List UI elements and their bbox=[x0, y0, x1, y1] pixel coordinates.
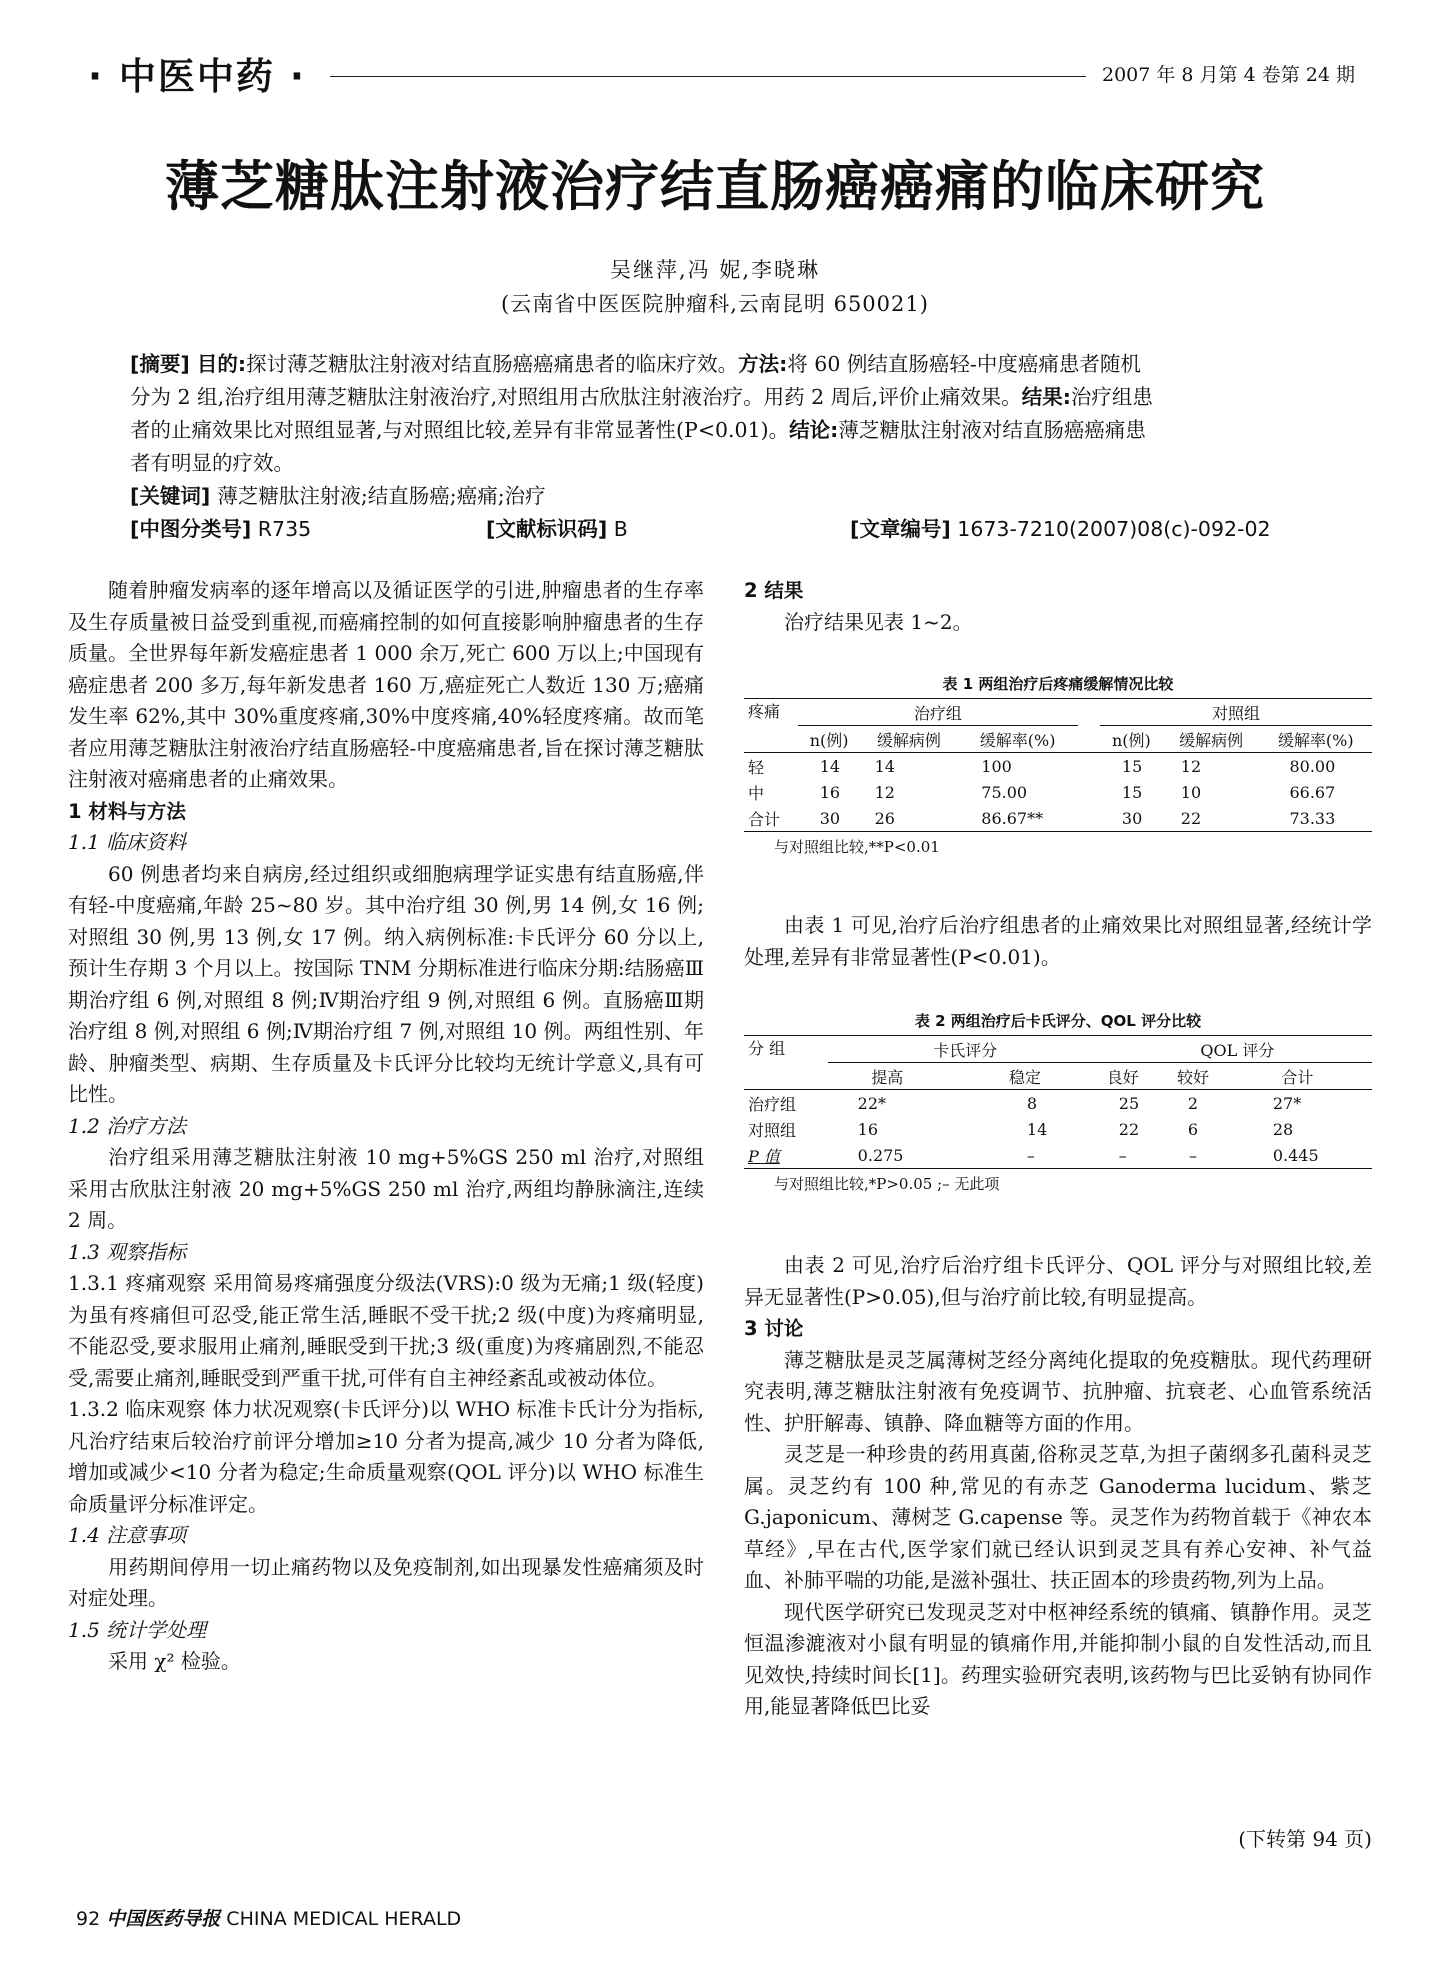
table-1-header-treatment: 治疗组 bbox=[798, 699, 1078, 726]
section-heading: 3 讨论 bbox=[744, 1317, 804, 1340]
table-cell: 73.33 bbox=[1289, 808, 1336, 828]
abstract-line: 者的止痛效果比对照组显著,与对照组比较,差异有非常显著性(P<0.01)。结论:薄芝糖肽注射液对结直肠癌癌痛患 bbox=[130, 418, 1146, 442]
table-row bbox=[744, 1116, 1372, 1142]
body-paragraph: 随着肿瘤发病率的逐年增高以及循证医学的引进,肿瘤患者的生存率及生存质量被日益受到重视,而癌痛控制的如何直接影响肿瘤患者的生存质量。全世界每年新发癌症患者 1 000 余万,死亡 600 万以上;中国现有癌症患者 200 多万,每年新发患者 160 万,癌症死亡人数近 130 万;癌痛发生率 62%,其中 30%重度疼痛,30%中度疼痛,40%轻度疼痛。故而笔者应用薄芝糖肽注射液治疗结直肠癌轻-中度癌痛患者,旨在探讨薄芝糖肽注射液对癌痛患者的止痛效果。 bbox=[68, 578, 704, 791]
abstract-line: 者有明显的疗效。 bbox=[130, 451, 294, 475]
table-cell: – bbox=[1026, 1145, 1035, 1165]
footer bbox=[76, 1904, 461, 1934]
table-2-header-qol: QOL 评分 bbox=[1103, 1036, 1372, 1063]
table-1-caption: 表 1 两组治疗后疼痛缓解情况比较 bbox=[942, 675, 1174, 693]
table-cell: 66.67 bbox=[1289, 782, 1336, 802]
table-row bbox=[744, 1090, 1372, 1117]
body-paragraph: 60 例患者均来自病房,经过组织或细胞病理学证实患有结直肠癌,伴有轻-中度癌痛,年龄 25~80 岁。其中治疗组 30 例,男 14 例,女 16 例;对照组 30 例,男 13 例,女 17 例。纳入病例标准:卡氏评分 60 分以上,预计生存期 3 个月以上。按国际 TNM 分期标准进行临床分期:结肠癌Ⅲ期治疗组 6 例,对照组 8 例;Ⅳ期治疗组 9 例,对照组 6 例。直肠癌Ⅲ期治疗组 8 例,对照组 6 例;Ⅳ期治疗组 7 例,对照组 10 例。两组性别、年龄、肿瘤类型、病期、生存质量及卡氏评分比较均无统计学意义,具有可比性。 bbox=[68, 861, 704, 1106]
table-2-subheader: 良好 bbox=[1106, 1067, 1139, 1087]
journal-name-en: CHINA MEDICAL HERALD bbox=[226, 1908, 462, 1930]
issue-info: 2007 年 8 月第 4 卷第 24 期 bbox=[1102, 64, 1355, 86]
left-column bbox=[68, 575, 704, 1678]
body-paragraph: 1.3.2 临床观察 体力状况观察(卡氏评分)以 WHO 标准卡氏计分为指标,凡治疗结束后较治疗前评分增加≥10 分者为提高,减少 10 分者为降低,增加或减少<10 分者为稳定;生命质量观察(QOL 评分)以 WHO 标准生命质量评分标准评定。 bbox=[68, 1397, 704, 1516]
document-code: [文献标识码] B bbox=[486, 517, 628, 541]
table-cell: 15 bbox=[1121, 756, 1143, 776]
table-cell: 22 bbox=[1180, 808, 1202, 828]
table-cell: 86.67** bbox=[981, 808, 1044, 828]
table-cell: 2 bbox=[1187, 1093, 1199, 1113]
table-cell: 22 bbox=[1118, 1119, 1140, 1139]
table-row bbox=[744, 1142, 1372, 1169]
abstract bbox=[130, 348, 1330, 513]
table-cell: 15 bbox=[1121, 782, 1143, 802]
table-cell: 12 bbox=[1180, 756, 1202, 776]
table-cell: 0.445 bbox=[1272, 1145, 1319, 1165]
header-rule bbox=[330, 76, 1086, 77]
table-2 bbox=[744, 1010, 1372, 1194]
article-title: 薄芝糖肽注射液治疗结直肠癌癌痛的临床研究 bbox=[165, 155, 1265, 218]
table-cell: 6 bbox=[1187, 1119, 1199, 1139]
table-row bbox=[744, 753, 1372, 780]
body-paragraph: 采用 χ² 检验。 bbox=[108, 1649, 241, 1673]
section-label: · 中医中药 · bbox=[88, 55, 306, 98]
table-2-subheader: 提高 bbox=[871, 1067, 904, 1087]
table-cell: – bbox=[1118, 1145, 1127, 1165]
table-cell: 27* bbox=[1272, 1093, 1302, 1113]
abstract-line: [摘要] 目的:探讨薄芝糖肽注射液对结直肠癌癌痛患者的临床疗效。方法:将 60 例结直肠癌轻-中度癌痛患者随机 bbox=[130, 352, 1141, 376]
table-cell: 0.275 bbox=[857, 1145, 904, 1165]
table-cell: 14 bbox=[1026, 1119, 1048, 1139]
body-paragraph: 治疗结果见表 1~2。 bbox=[784, 609, 973, 634]
table-cell: 轻 bbox=[748, 757, 765, 777]
table-cell: 16 bbox=[819, 782, 841, 802]
table-cell: 治疗组 bbox=[748, 1094, 797, 1114]
table-2-subheader: 合计 bbox=[1281, 1067, 1314, 1087]
table-cell: 12 bbox=[874, 782, 895, 802]
table-2-grid bbox=[744, 1035, 1372, 1169]
body-paragraph: 用药期间停用一切止痛药物以及免疫制剂,如出现暴发性癌痛须及时对症处理。 bbox=[68, 1554, 704, 1610]
table-1-note: 与对照组比较,**P<0.01 bbox=[774, 838, 940, 856]
continued-note: (下转第 94 页) bbox=[1238, 1827, 1372, 1851]
table-cell: 8 bbox=[1026, 1093, 1038, 1113]
table-cell: 25 bbox=[1118, 1093, 1140, 1113]
table-1-grid bbox=[744, 698, 1372, 832]
table-row bbox=[744, 805, 1372, 832]
table-1-subheader: 缓解率(%) bbox=[979, 730, 1056, 750]
body-paragraph: 灵芝是一种珍贵的药用真菌,俗称灵芝草,为担子菌纲多孔菌科灵芝属。灵芝约有 100 种,常见的有赤芝 Ganoderma lucidum、紫芝 G.japonicum、薄树芝 G.capense 等。灵芝作为药物首载于《神农本草经》,早在古代,医学家们就已经认识到灵芝具有养心安神、补气益血、补肺平喘的功能,是滋补强壮、扶正固本的珍贵药物,列为上品。 bbox=[744, 1442, 1372, 1592]
table-cell: 26 bbox=[874, 808, 895, 828]
table-1 bbox=[744, 673, 1372, 857]
table-2-note: 与对照组比较,*P>0.05 ;– 无此项 bbox=[774, 1175, 1000, 1193]
table-1-header-control: 对照组 bbox=[1100, 699, 1372, 726]
table-cell: 14 bbox=[874, 756, 895, 776]
table-cell: 22* bbox=[857, 1093, 887, 1113]
section-heading: 1.3 观察指标 bbox=[68, 1239, 187, 1264]
section-heading: 1.2 治疗方法 bbox=[68, 1113, 187, 1138]
body-paragraph: 1.3.1 疼痛观察 采用简易疼痛强度分级法(VRS):0 级为无痛;1 级(轻度)为虽有疼痛但可忍受,能正常生活,睡眠不受干扰;2 级(中度)为疼痛明显,不能忍受,要求服用止痛剂,睡眠受到干扰;3 级(重度)为疼痛剧烈,不能忍受,需要止痛剂,睡眠受到严重干扰,可伴有自主神经紊乱或被动体位。 bbox=[68, 1271, 704, 1390]
table-row bbox=[744, 779, 1372, 805]
table-cell: 中 bbox=[748, 783, 765, 803]
discussion-section bbox=[744, 1250, 1372, 1723]
body-paragraph: 薄芝糖肽是灵芝属薄树芝经分离纯化提取的免疫糖肽。现代药理研究表明,薄芝糖肽注射液有免疫调节、抗肿瘤、抗衰老、心血管系统活性、护肝解毒、镇静、降血糖等方面的作用。 bbox=[744, 1347, 1372, 1435]
table-cell: 80.00 bbox=[1289, 756, 1336, 776]
table-2-subheader: 较好 bbox=[1176, 1067, 1209, 1087]
table-2-header-kps: 卡氏评分 bbox=[828, 1036, 1103, 1063]
table-1-discussion bbox=[744, 910, 1372, 973]
table-1-subheader: 缓解率(%) bbox=[1277, 730, 1354, 750]
section-heading: 2 结果 bbox=[744, 579, 804, 602]
section-heading: 1.5 统计学处理 bbox=[68, 1617, 207, 1642]
page-number: 92 bbox=[76, 1908, 101, 1930]
table-cell: – bbox=[1188, 1145, 1197, 1165]
table-cell: 75.00 bbox=[981, 782, 1028, 802]
table-cell: 10 bbox=[1180, 782, 1202, 802]
table-cell: 14 bbox=[819, 756, 841, 776]
body-paragraph: 现代医学研究已发现灵芝对中枢神经系统的镇痛、镇静作用。灵芝恒温渗漉液对小鼠有明显的镇痛作用,并能抑制小鼠的自发性活动,而且见效快,持续时间长[1]。药理实验研究表明,该药物与巴比妥钠有协同作用,能显著降低巴比妥 bbox=[744, 1599, 1372, 1718]
table-1-subheader: n(例) bbox=[1111, 730, 1151, 750]
body-paragraph: 由表 2 可见,治疗后治疗组卡氏评分、QOL 评分与对照组比较,差异无显著性(P>0.05),但与治疗前比较,有明显提高。 bbox=[744, 1253, 1372, 1309]
table-cell: 合计 bbox=[748, 809, 781, 829]
authors: 吴继萍,冯 妮,李晓琳 bbox=[609, 258, 821, 282]
table-1-header-pain: 疼痛 bbox=[748, 702, 781, 721]
table-2-header-group: 分 组 bbox=[748, 1039, 786, 1058]
table-cell: 对照组 bbox=[748, 1120, 797, 1140]
table-1-subheader: 缓解病例 bbox=[876, 730, 941, 750]
results-section bbox=[744, 575, 1372, 638]
table-1-subheader: 缓解病例 bbox=[1179, 730, 1244, 750]
class-number: [中图分类号] R735 bbox=[130, 517, 312, 541]
table-cell: 16 bbox=[857, 1119, 879, 1139]
table-cell: 30 bbox=[819, 808, 841, 828]
table-2-subheader: 稳定 bbox=[1008, 1067, 1041, 1087]
section-heading: 1.4 注意事项 bbox=[68, 1523, 187, 1547]
body-paragraph: 由表 1 可见,治疗后治疗组患者的止痛效果比对照组显著,经统计学处理,差异有非常显著性(P<0.01)。 bbox=[744, 913, 1372, 969]
body-paragraph: 治疗组采用薄芝糖肽注射液 10 mg+5%GS 250 ml 治疗,对照组采用古欣肽注射液 20 mg+5%GS 250 ml 治疗,两组均静脉滴注,连续 2 周。 bbox=[68, 1145, 704, 1232]
section-heading: 1 材料与方法 bbox=[68, 799, 186, 823]
table-cell: P 值 bbox=[748, 1146, 780, 1166]
abstract-line: [关键词] 薄芝糖肽注射液;结直肠癌;癌痛;治疗 bbox=[130, 484, 546, 508]
affiliation: (云南省中医医院肿瘤科,云南昆明 650021) bbox=[501, 292, 929, 316]
table-2-caption: 表 2 两组治疗后卡氏评分、QOL 评分比较 bbox=[914, 1012, 1202, 1030]
table-1-subheader: n(例) bbox=[809, 730, 849, 750]
table-cell: 30 bbox=[1121, 808, 1143, 828]
abstract-line: 分为 2 组,治疗组用薄芝糖肽注射液治疗,对照组用古欣肽注射液治疗。用药 2 周后,评价止痛效果。结果:治疗组患 bbox=[130, 385, 1153, 409]
table-cell: 28 bbox=[1272, 1119, 1294, 1139]
section-heading: 1.1 临床资料 bbox=[68, 830, 187, 854]
journal-logo-cn: 中国医药导报 bbox=[106, 1908, 221, 1930]
article-number: [文章编号] 1673-7210(2007)08(c)-092-02 bbox=[850, 517, 1271, 541]
table-cell: 100 bbox=[981, 756, 1012, 776]
